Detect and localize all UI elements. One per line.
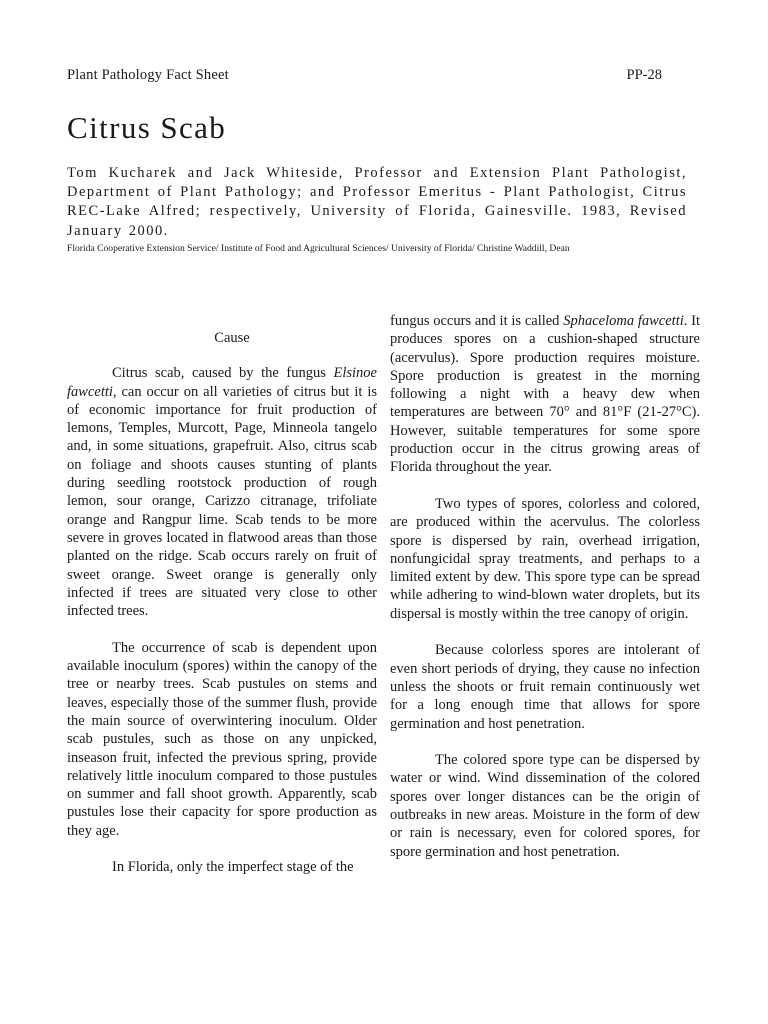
paragraph-text: fungus occurs and it is called — [390, 313, 564, 329]
species-name: Sphaceloma fawcetti — [563, 313, 684, 329]
paragraph: Because colorless spores are intolerant of even short periods of drying, they cause no infection unless the shoots or fruit remain continuously wet for a long enough time that allows for spore germination and host penetration. — [390, 642, 700, 732]
paragraph: The occurrence of scab is dependent upon available inoculum (spores) within the canopy of the tree or nearby trees. Scab pustules on stems and leaves, especially those of the summer flush, provide the main source of overwintering inoculum. Older scab pustules, such as those on any unpicked, inseason fruit, infected the previous spring, provide relatively little inoculum compared to those pustules on summer and fall shoot growth. Apparently, scab pustules lose their capacity for spore production as they age. — [67, 639, 377, 839]
paragraph-text: , can occur on all varieties of citrus but it is of economic importance for fruit production of lemons, Temples, Murcott, Page, Minneola tangelo and, in some situations, grapefruit. Also, citrus scab on foliage and shoots causes stunting of plants during seedling rootstock production of rough lemon, sour orange, Carizzo citranage, trifoliate orange and Rangpur lime. Scab tends to be more severe in groves located in flatwood areas than those planted on the ridge. Scab occurs rarely on fruit of sweet orange. Sweet orange is generally only infected if trees are situated very close to other infected trees. — [67, 383, 377, 620]
left-column — [67, 312, 377, 877]
paragraph: The colored spore type can be dispersed by water or wind. Wind dissemination of the colored spores over longer distances can be the origin of outbreaks in new areas. Moisture in the form of dew or rain is necessary, even for colored spores, for spore germination and host penetration. — [390, 752, 700, 860]
right-column — [390, 312, 700, 861]
section-heading-cause: Cause — [214, 330, 250, 346]
paragraph: In Florida, only the imperfect stage of the — [112, 859, 354, 876]
paragraph — [67, 364, 377, 620]
document-number: PP-28 — [626, 67, 662, 83]
paragraph-text: Citrus scab, caused by the fungus — [112, 365, 334, 382]
page-title: Citrus Scab — [67, 110, 227, 145]
institution-credit: Florida Cooperative Extension Service/ Institute of Food and Agricultural Sciences/ University of Florida/ Christine Waddill, Dean — [67, 243, 570, 254]
author-byline: Tom Kucharek and Jack Whiteside, Professor and Extension Plant Pathologist, Department of Plant Pathology; and Professor Emeritus - Plant Pathologist, Citrus REC-Lake Alfred; respectively, University of Florida, Gainesville. 1983, Revised January 2000. — [67, 165, 687, 239]
paragraph: Two types of spores, colorless and colored, are produced within the acervulus. The colorless spore is dispersed by rain, overhead irrigation, nonfungicidal spray treatments, and perhaps to a limited extent by dew. This spore type can be spread while adhering to wind-blown water droplets, but its dispersal is mostly within the tree canopy of origin. — [390, 495, 700, 622]
paragraph — [390, 312, 700, 477]
species-name: Elsinoe fawcetti — [67, 365, 377, 400]
paragraph-text: . It produces spores on a cushion-shaped structure (acervulus). Spore production requires moisture. Spore production is greatest in the morning following a night with a heavy dew when temperatures are between 70° and 81°F (21-27°C). However, suitable temperatures for some spore production occur in the citrus growing areas of Florida throughout the year. — [390, 313, 700, 476]
series-label: Plant Pathology Fact Sheet — [67, 67, 229, 83]
